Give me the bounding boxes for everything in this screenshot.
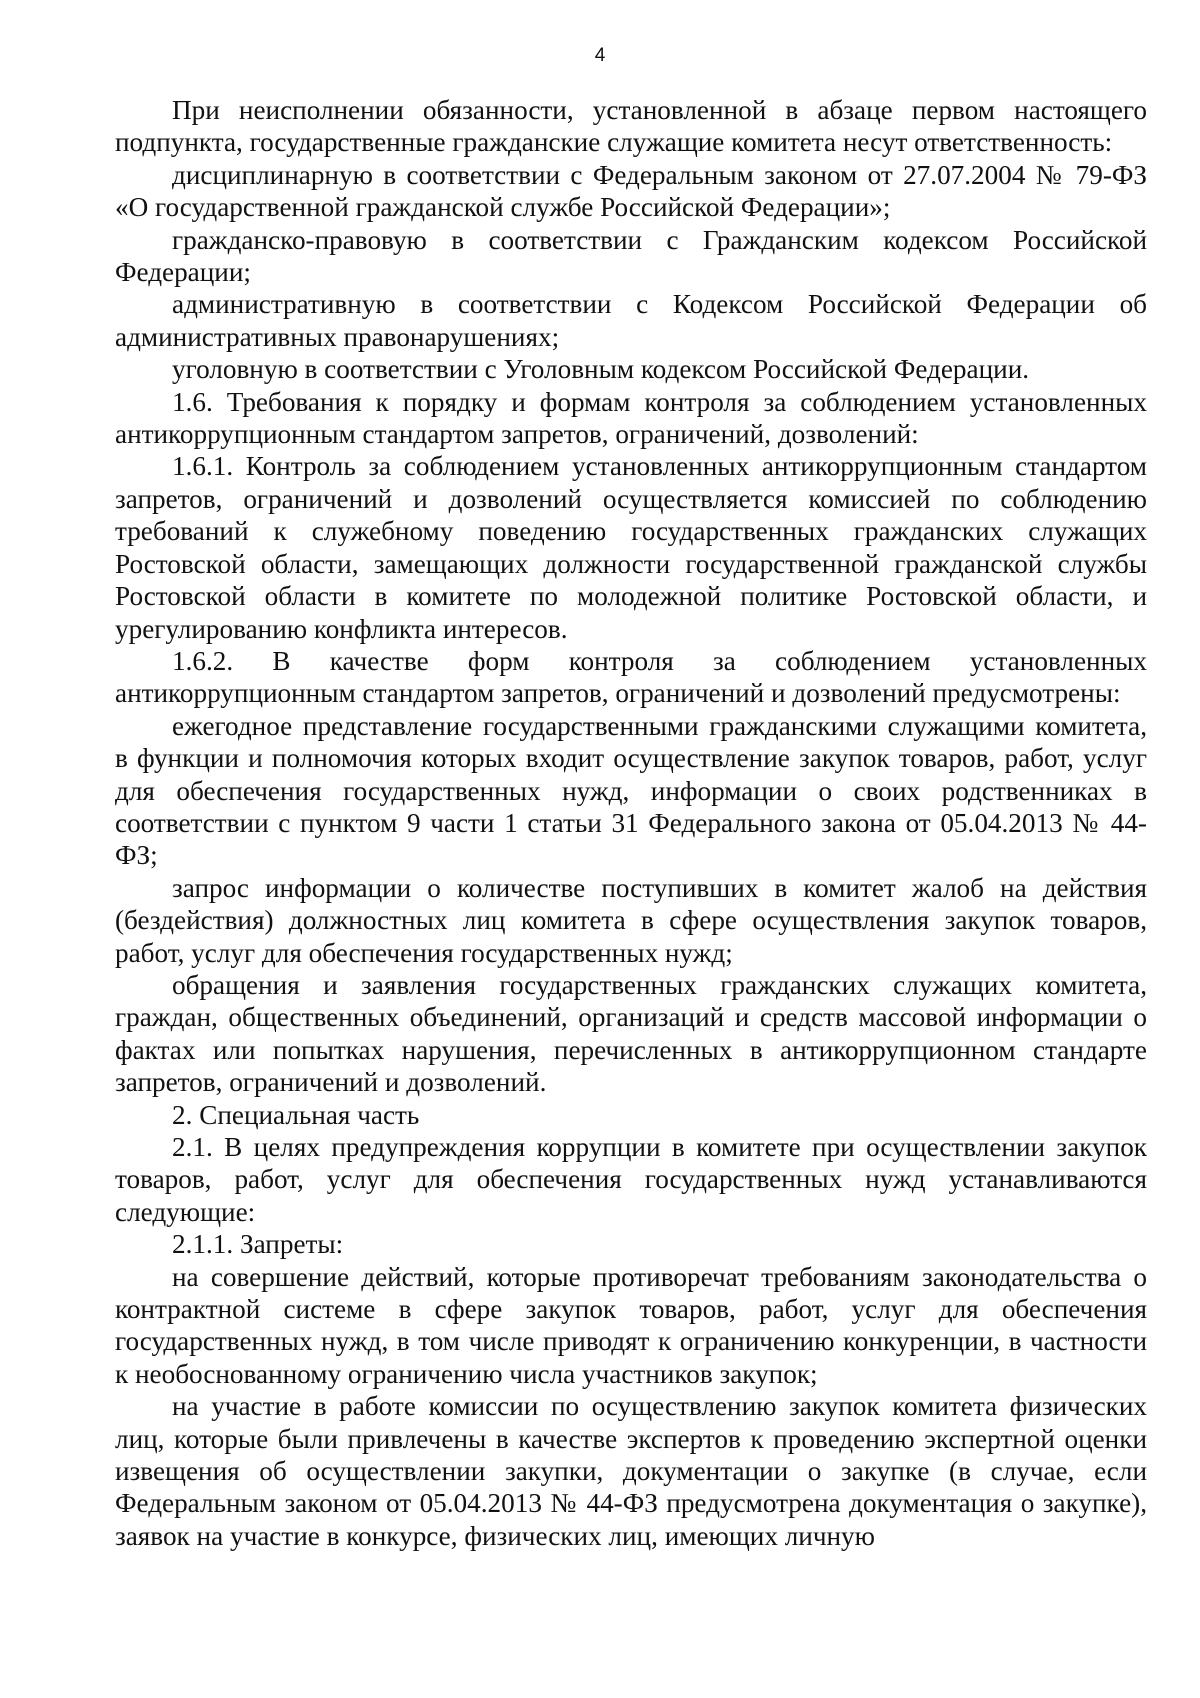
paragraph-civil: гражданско-правовую в соответствии с Гражданским кодексом Российской Федерации; xyxy=(115,224,1147,288)
paragraph-administrative: административную в соответствии с Кодексом Российской Федерации об административных правонарушениях; xyxy=(115,289,1147,352)
paragraph-complaints-request: запрос информации о количестве поступивших в комитет жалоб на действия (бездействия) должностных лиц комитета в сфере осуществления закупок товаров, работ, услуг для обеспечения государственных нужд; xyxy=(115,872,1147,968)
page-number: 4 xyxy=(594,45,606,66)
paragraph-appeals: обращения и заявления государственных гражданских служащих комитета, граждан, общественных объединений, организаций и средств массовой информации о фактах или попытках нарушения, перечисленных в антикоррупционном стандарте запретов, ограничений и дозволений. xyxy=(115,969,1147,1098)
paragraph-section-2-1: 2.1. В целях предупреждения коррупции в комитете при осуществлении закупок товаров, работ, услуг для обеспечения государственных нужд устанавливаются следующие: xyxy=(115,1132,1147,1227)
paragraph-section-1-6-2: 1.6.2. В качестве форм контроля за соблюдением установленных антикоррупционным стандартом запретов, ограничений и дозволений предусмотрены: xyxy=(115,645,1147,709)
document-body xyxy=(115,94,1147,1552)
paragraph-prohibition-actions: на совершение действий, которые противоречат требованиям законодательства о контрактной системе в сфере закупок товаров, работ, услуг для обеспечения государственных нужд, в том числе приводят к ограничению конкуренции, в частности к необоснованному ограничению числа участников закупок; xyxy=(115,1261,1147,1389)
paragraph-section-1-6: 1.6. Требования к порядку и формам контроля за соблюдением установленных антикоррупционным стандартом запретов, ограничений, дозволений: xyxy=(115,386,1147,450)
paragraph-prohibition-commission: на участие в работе комиссии по осуществлению закупок комитета физических лиц, которые были привлечены в качестве экспертов к проведению экспертной оценки извещения об осуществлении закупки, документации о закупке (в случае, если Федеральным законом от 05.04.2013 № 44-ФЗ предусмотрена документация о закупке), заявок на участие в конкурсе, физических лиц, имеющих личную xyxy=(115,1391,1147,1551)
paragraph-disciplinary: дисциплинарную в соответствии с Федеральным законом от 27.07.2004 № 79-ФЗ «О государственной гражданской службе Российской Федерации»; xyxy=(115,159,1147,223)
paragraph-section-1-6-1: 1.6.1. Контроль за соблюдением установленных антикоррупционным стандартом запретов, ограничений и дозволений осуществляется комиссией по соблюдению требований к служебному поведению государственных гражданских служащих Ростовской области, замещающих должности государственной гражданской службы Ростовской области в комитете по молодежной политике Ростовской области, и урегулированию конфликта интересов. xyxy=(115,451,1147,644)
paragraph-criminal: уголовную в соответствии с Уголовным кодексом Российской Федерации. xyxy=(172,354,1030,385)
paragraph-responsibility-intro: При неисполнении обязанности, установленной в абзаце первом настоящего подпункта, государственные гражданские служащие комитета несут ответственность: xyxy=(115,95,1147,158)
paragraph-section-2-1-1: 2.1.1. Запреты: xyxy=(172,1229,344,1260)
section-heading-special-part: 2. Специальная часть xyxy=(172,1099,420,1130)
paragraph-annual-report: ежегодное представление государственными гражданскими служащими комитета, в функции и полномочия которых входит осуществление закупок товаров, работ, услуг для обеспечения государственных нужд, информации о своих родственниках в соответствии с пунктом 9 части 1 статьи 31 Федерального закона от 05.04.2013 № 44-ФЗ; xyxy=(115,710,1147,871)
